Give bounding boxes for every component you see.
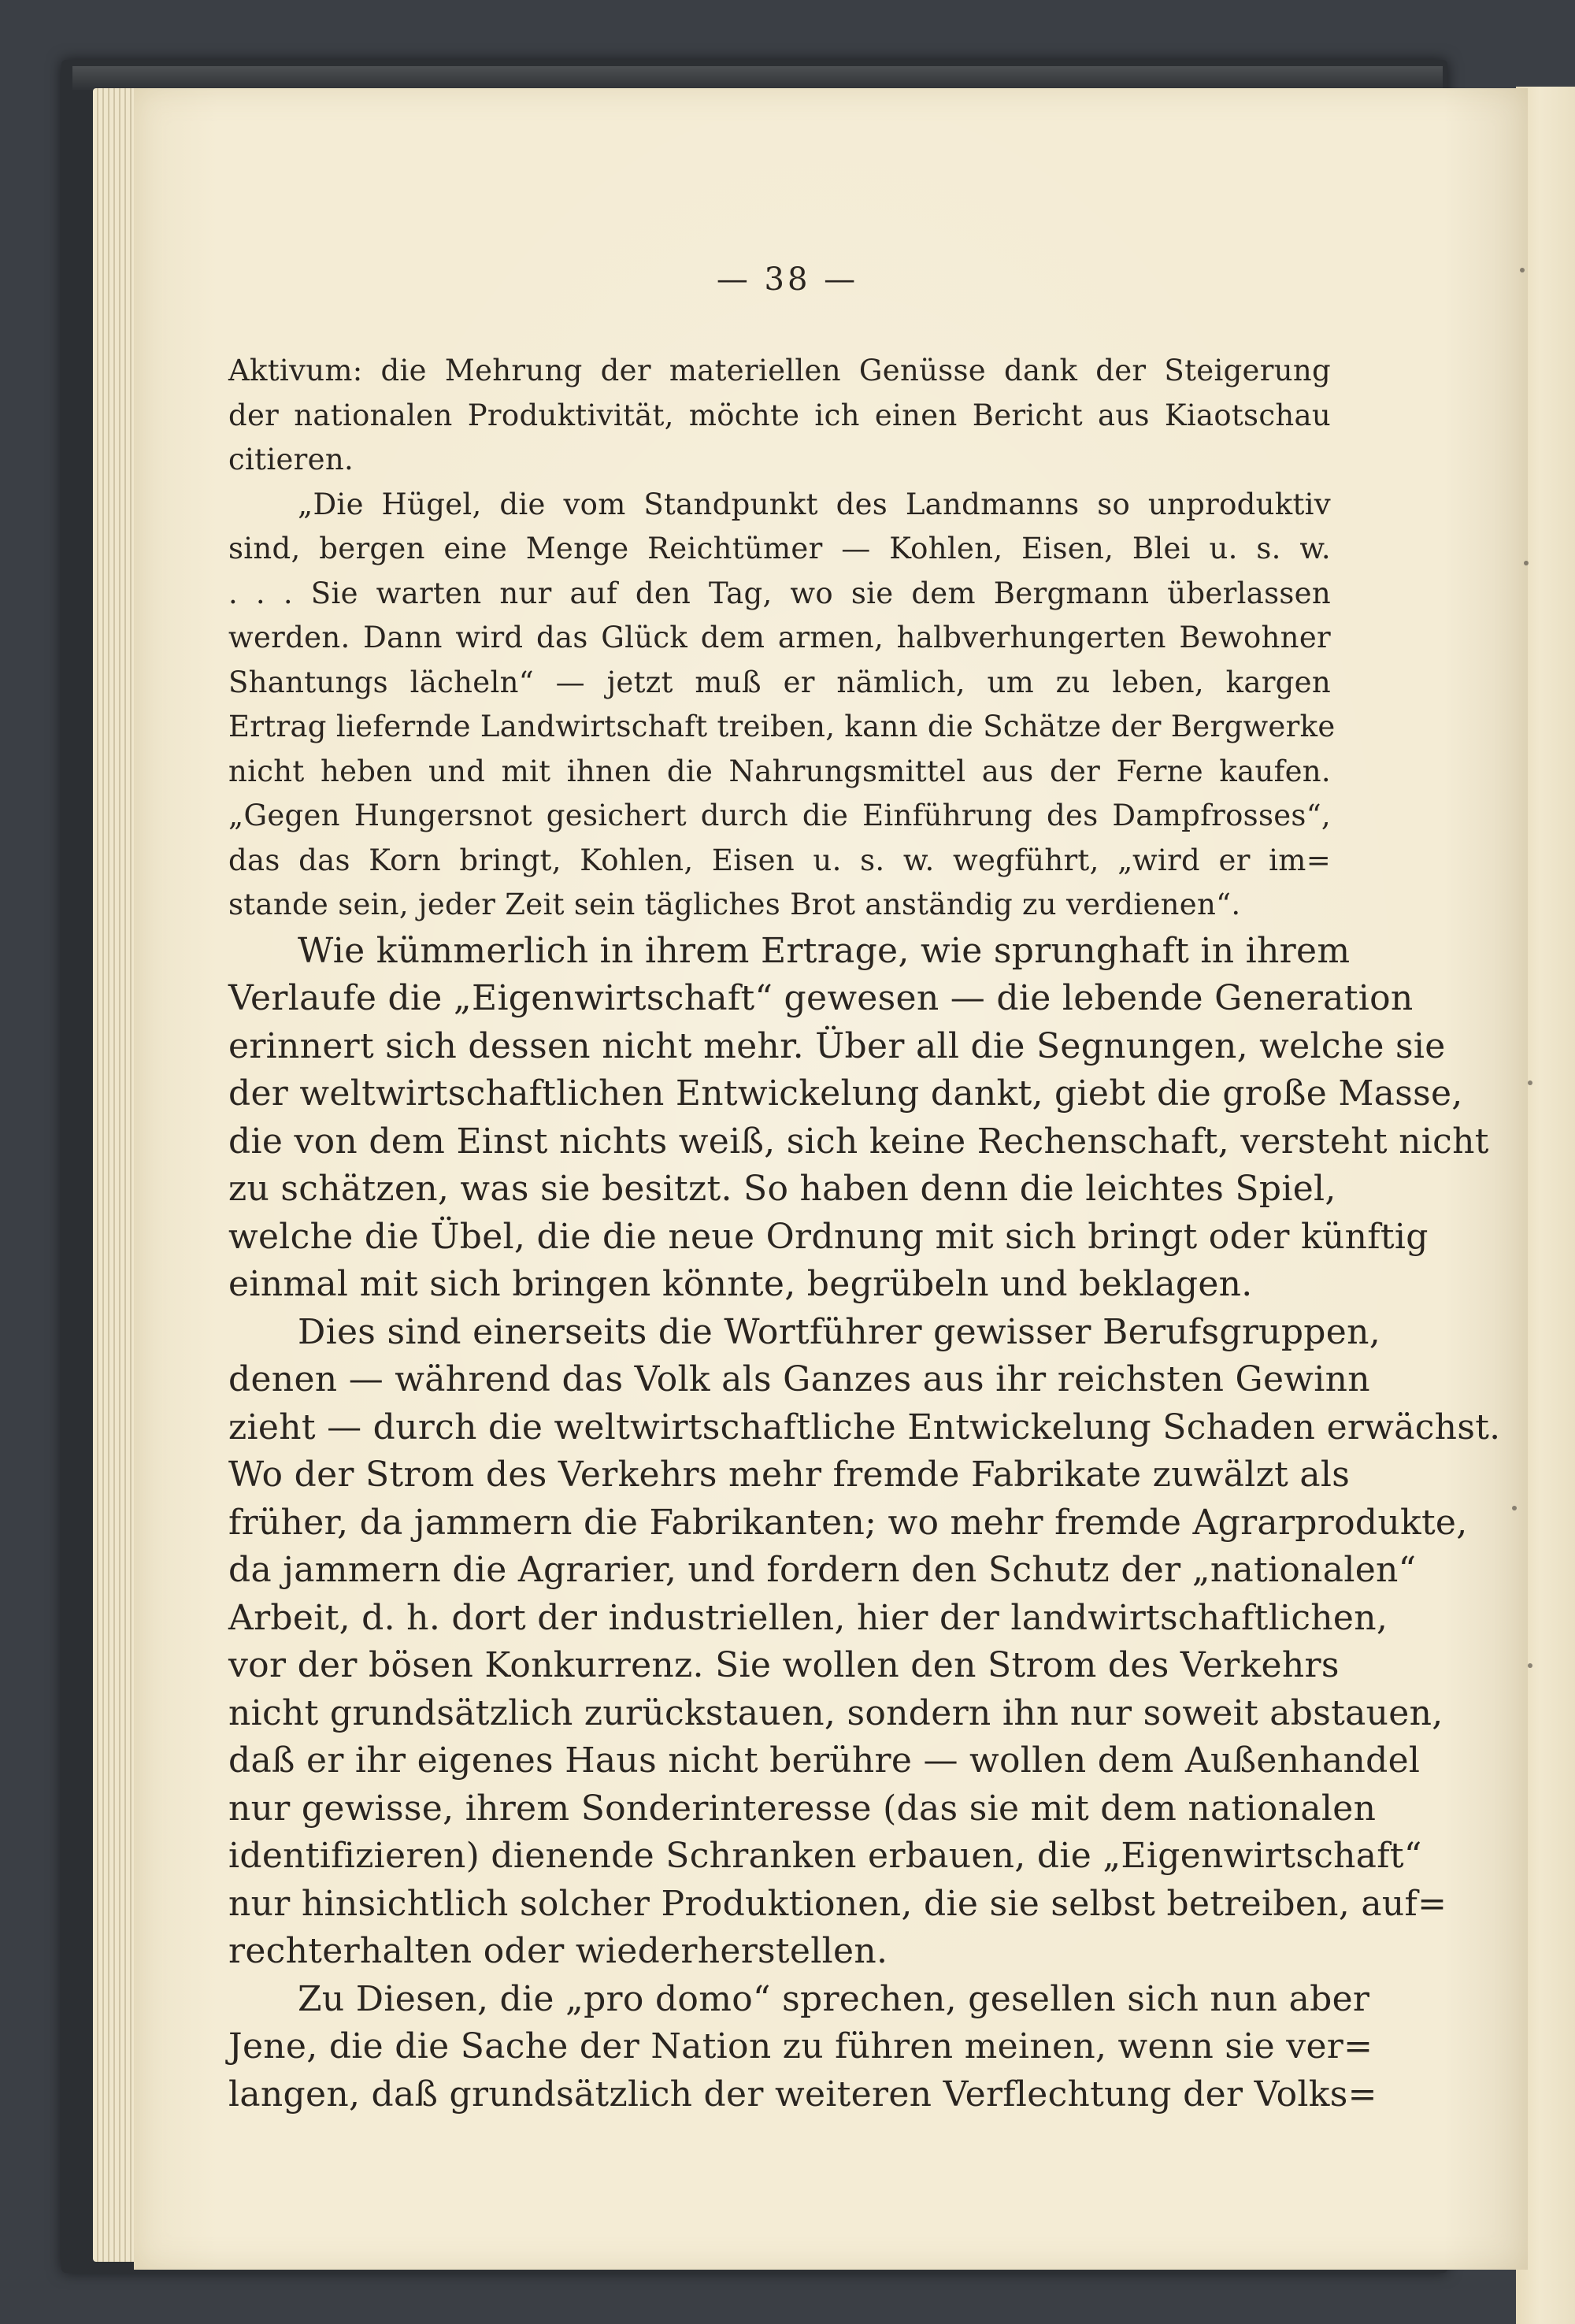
text-line: Zu Diesen, die „pro domo“ sprechen, gesellen sich nun aber [298,1978,1370,2019]
text-line: der weltwirtschaftlichen Entwickelung dankt, giebt die große Masse, [228,1073,1463,1114]
text-line: rechterhalten oder wiederherstellen. [228,1931,888,1971]
text-line: Ertrag liefernde Landwirtschaft treiben, kann die Schätze der Bergwerke [228,710,1336,743]
text-line: Dies sind einerseits die Wortführer gewisser Berufsgruppen, [298,1311,1381,1352]
text-line: früher, da jammern die Fabrikanten; wo mehr fremde Agrarprodukte, [228,1502,1468,1543]
text-line: Jene, die die Sache der Nation zu führen meinen, wenn sie ver= [228,2026,1373,2066]
text-line: Wo der Strom des Verkehrs mehr fremde Fabrikate zuwälzt als [228,1455,1351,1495]
text-line: „Die Hügel, die vom Standpunkt des Landmanns so unproduktiv [298,487,1331,521]
text-line: welche die Übel, die die neue Ordnung mit sich bringt oder künftig [228,1216,1429,1257]
text-line: sind, bergen eine Menge Reichtümer — Kohlen, Eisen, Blei u. s. w. [228,532,1331,565]
text-line: Aktivum: die Mehrung der materiellen Genüsse dank der Steigerung [228,354,1331,387]
text-line: Wie kümmerlich in ihrem Ertrage, wie sprunghaft in ihrem [298,930,1351,971]
paper-speck [1520,268,1525,272]
text-line: erinnert sich dessen nicht mehr. Über all die Segnungen, welche sie [228,1025,1446,1066]
text-line: Arbeit, d. h. dort der industriellen, hier der landwirtschaftlichen, [228,1597,1388,1638]
text-line: da jammern die Agrarier, und fordern den Schutz der „nationalen“ [228,1550,1417,1590]
text-line: nicht heben und mit ihnen die Nahrungsmittel aus der Ferne kaufen. [228,754,1331,788]
text-line: vor der bösen Konkurrenz. Sie wollen den Strom des Verkehrs [228,1645,1340,1685]
page-content [228,256,1501,2118]
text-line: das das Korn bringt, Kohlen, Eisen u. s. w. wegführt, „wird er im= [228,843,1331,877]
text-line: identifizieren) dienende Schranken erbauen, die „Eigenwirtschaft“ [228,1836,1422,1876]
text-line: einmal mit sich bringen könnte, begrübeln und beklagen. [228,1264,1253,1304]
text-line: Verlaufe die „Eigenwirtschaft“ gewesen — die lebende Generation [228,978,1414,1018]
paper-speck [1528,1080,1532,1085]
text-line: citieren. [228,443,354,476]
text-line: . . . Sie warten nur auf den Tag, wo sie dem Bergmann überlassen [228,576,1331,610]
text-line: stande sein, jeder Zeit sein tägliches Brot anständig zu verdienen“. [228,888,1241,921]
text-line: daß er ihr eigenes Haus nicht berühre — wollen dem Außenhandel [228,1740,1421,1781]
text-line: Shantungs lächeln“ — jetzt muß er nämlich, um zu leben, kargen [228,665,1331,699]
paper-speck [1524,561,1529,565]
text-line: nicht grundsätzlich zurückstauen, sondern ihn nur soweit abstauen, [228,1692,1443,1733]
text-line: denen — während das Volk als Ganzes aus ihr reichsten Gewinn [228,1359,1370,1399]
text-line: langen, daß grundsätzlich der weiteren Verflechtung der Volks= [228,2074,1377,2115]
quotation-block [228,349,1336,928]
text-line: werden. Dann wird das Glück dem armen, halbverhungerten Bewohner [228,621,1331,654]
text-line: zu schätzen, was sie besitzt. So haben denn die leichtes Spiel, [228,1169,1336,1209]
text-line: nur hinsichtlich solcher Produktionen, die sie selbst betreiben, auf= [228,1883,1447,1924]
paper-speck [1512,1506,1517,1510]
text-line: der nationalen Produktivität, möchte ich einen Bericht aus Kiaotschau [228,398,1331,432]
page-number: — 38 — [716,261,859,298]
text-line: zieht — durch die weltwirtschaftliche Entwickelung Schaden erwächst. [228,1407,1501,1447]
text-line: „Gegen Hungersnot gesichert durch die Einführung des Dampfrosses“, [228,799,1331,832]
cover-top-edge [72,66,1443,90]
text-line: die von dem Einst nichts weiß, sich keine Rechenschaft, versteht nicht [228,1121,1489,1162]
body-paragraphs [228,928,1501,2119]
paper-speck [1528,1663,1532,1668]
text-line: nur gewisse, ihrem Sonderinteresse (das sie mit dem nationalen [228,1788,1377,1829]
